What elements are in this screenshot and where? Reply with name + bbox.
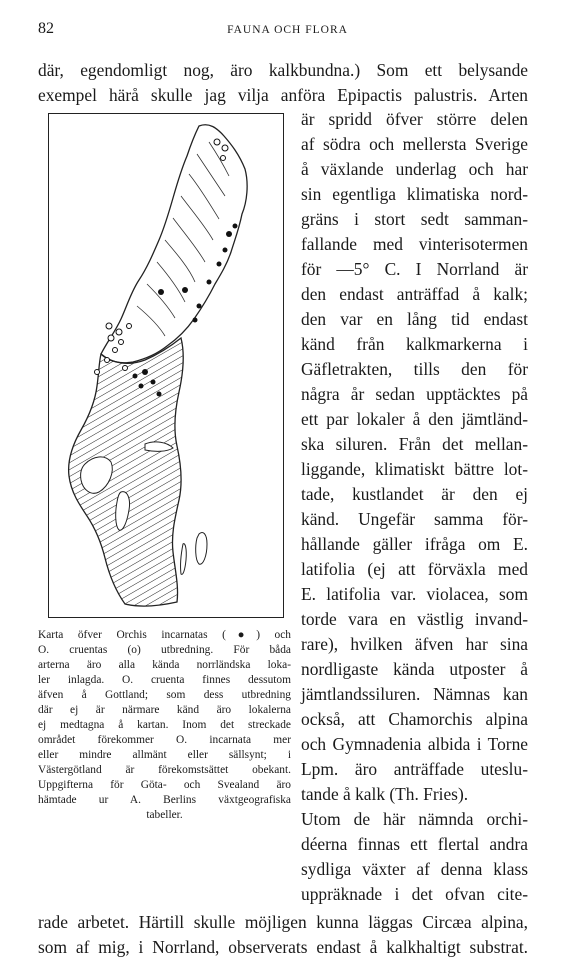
- body-line: hållande gäller ifråga om E.: [301, 534, 528, 554]
- body-line: déerna finnas ett flertal andra: [301, 834, 528, 854]
- body-line: tade, kustlandet är den ej: [301, 484, 528, 504]
- body-line: den var en lång tid endast: [301, 309, 528, 329]
- body-line: jämtlandssiluren. Nämnas kan: [301, 684, 528, 704]
- body-line: uppräknade i det ofvan cite-: [301, 884, 528, 904]
- body-line: och Gymnadenia albida i Torne: [301, 734, 528, 754]
- caption-line: äfven å Gottland; som dess utbredning: [38, 689, 291, 701]
- gotland-island: [196, 532, 207, 564]
- caption-line: Uppgifterna för Göta- och Svealand äro: [38, 779, 291, 791]
- caption-line: tabeller.: [146, 809, 183, 821]
- body-line: nordligaste kända utposter å: [301, 659, 528, 679]
- body-line: sydliga växter af denna klass: [301, 859, 528, 879]
- page-header: [38, 20, 537, 40]
- body-line: är spridd öfver större delen: [301, 109, 528, 129]
- body-line: Gäfletrakten, tills den för: [301, 359, 528, 379]
- body-line: ett par lokaler å den jämtländ-: [301, 409, 528, 429]
- body-line: den endast anträffad å kalk;: [301, 284, 528, 304]
- body-line: liggande, klimatiskt bättre lot-: [301, 459, 528, 479]
- caption-line: hämtade ur A. Berlins växtgeografiska: [38, 794, 291, 806]
- body-line: sin egentliga klimatiska nord-: [301, 184, 528, 204]
- caption-line: där ej är närmare känd äro lokalerna: [38, 704, 291, 716]
- body-line: tande å kalk (Th. Fries).: [301, 784, 469, 804]
- caption-line: arterna äro alla kända norrländska loka-: [38, 659, 291, 671]
- body-line: ska siluren. Från det mellan-: [301, 434, 528, 454]
- distribution-map: [48, 113, 284, 618]
- body-line: några år sedan upptäcktes på: [301, 384, 528, 404]
- body-line: för —5° C. I Norrland är: [301, 259, 528, 279]
- caption-line: området förekommer O. incarnata mer: [38, 734, 291, 746]
- body-line: å växlande underlag och har: [301, 159, 528, 179]
- caption-line: ej medtagna å kartan. Inom det streckade: [38, 719, 291, 731]
- page-number: 82: [38, 20, 54, 37]
- caption-line: Västergötland är förekomstsättet obekant.: [38, 764, 291, 776]
- body-line: af södra och mellersta Sverige: [301, 134, 528, 154]
- body-line: torde vara en västlig invand-: [301, 609, 528, 629]
- body-line: som af mig, i Norrland, observerats endast å kalkhaltigt substrat.: [38, 937, 528, 957]
- body-line: rare), hvilken äfven har sina: [301, 634, 528, 654]
- body-line: också, att Chamorchis alpina: [301, 709, 528, 729]
- oland-island: [181, 544, 187, 575]
- caption-line: eller mindre allmänt eller sällsynt; i: [38, 749, 291, 761]
- body-line: Utom de här nämnda orchi-: [301, 809, 528, 829]
- body-line: där, egendomligt nog, äro kalkbundna.) Som ett belysande: [38, 60, 528, 80]
- body-line: E. latifolia var. violacea, som: [301, 584, 528, 604]
- body-line: exempel härå skulle jag vilja anföra Epipactis palustris. Arten: [38, 85, 528, 105]
- caption-line: ler inlagda. O. cruenta finnes dessutom: [38, 674, 291, 686]
- sweden-outline-north: [101, 125, 247, 363]
- body-line: rade arbetet. Härtill skulle möjligen kunna läggas Circæa alpina,: [38, 912, 528, 932]
- body-line: känd. Ungefär samma för-: [301, 509, 528, 529]
- body-line: latifolia (ej att förväxla med: [301, 559, 528, 579]
- body-line: känd från kalkmarkerna i: [301, 334, 528, 354]
- body-line: fallande med vinterisotermen: [301, 234, 528, 254]
- body-line: gräns i stort sedt samman-: [301, 209, 528, 229]
- caption-line: Karta öfver Orchis incarnatas (●) och: [38, 629, 291, 641]
- running-head: FAUNA OCH FLORA: [227, 24, 348, 36]
- body-line: Lpm. äro anträffade uteslu-: [301, 759, 528, 779]
- caption-line: O. cruentas (o) utbredning. För båda: [38, 644, 291, 656]
